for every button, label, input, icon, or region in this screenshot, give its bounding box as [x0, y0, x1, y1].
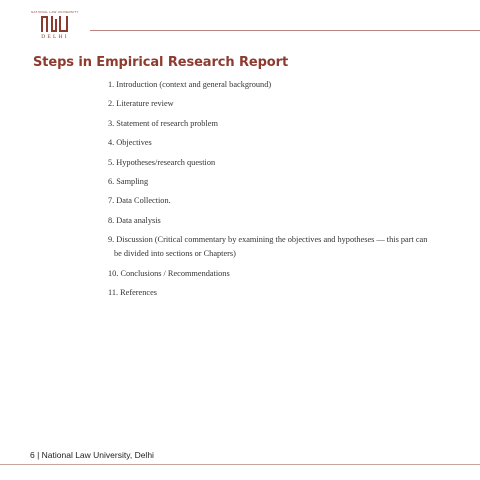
steps-list — [108, 80, 448, 307]
list-item: 8. Data analysis — [108, 215, 161, 225]
list-item-text: 9. Discussion (Critical commentary by examining the objectives and hypotheses — this part can — [108, 235, 428, 245]
logo-city: DELHI — [41, 34, 69, 40]
university-logo — [30, 10, 80, 40]
logo-tagline: NATIONAL LAW UNIVERSITY — [31, 10, 79, 14]
list-item: 10. Conclusions / Recommendations — [108, 268, 230, 278]
list-item: 11. References — [108, 287, 157, 297]
list-item-multiline — [108, 235, 448, 259]
footer-divider — [0, 464, 480, 465]
list-item: 4. Objectives — [108, 138, 152, 148]
list-item: 1. Introduction (context and general background) — [108, 80, 272, 89]
header-divider — [90, 30, 480, 31]
page-title: Steps in Empirical Research Report — [33, 55, 289, 70]
footer-page-label: 6 | National Law University, Delhi — [30, 450, 154, 460]
list-item: 7. Data Collection. — [108, 196, 171, 206]
nlu-monogram-icon — [40, 15, 70, 33]
list-item: 2. Literature review — [108, 99, 174, 109]
list-item: 6. Sampling — [108, 176, 149, 186]
list-item: 3. Statement of research problem — [108, 118, 218, 128]
list-item: 5. Hypotheses/research question — [108, 157, 216, 167]
list-item-continuation: be divided into sections or Chapters) — [114, 249, 236, 259]
